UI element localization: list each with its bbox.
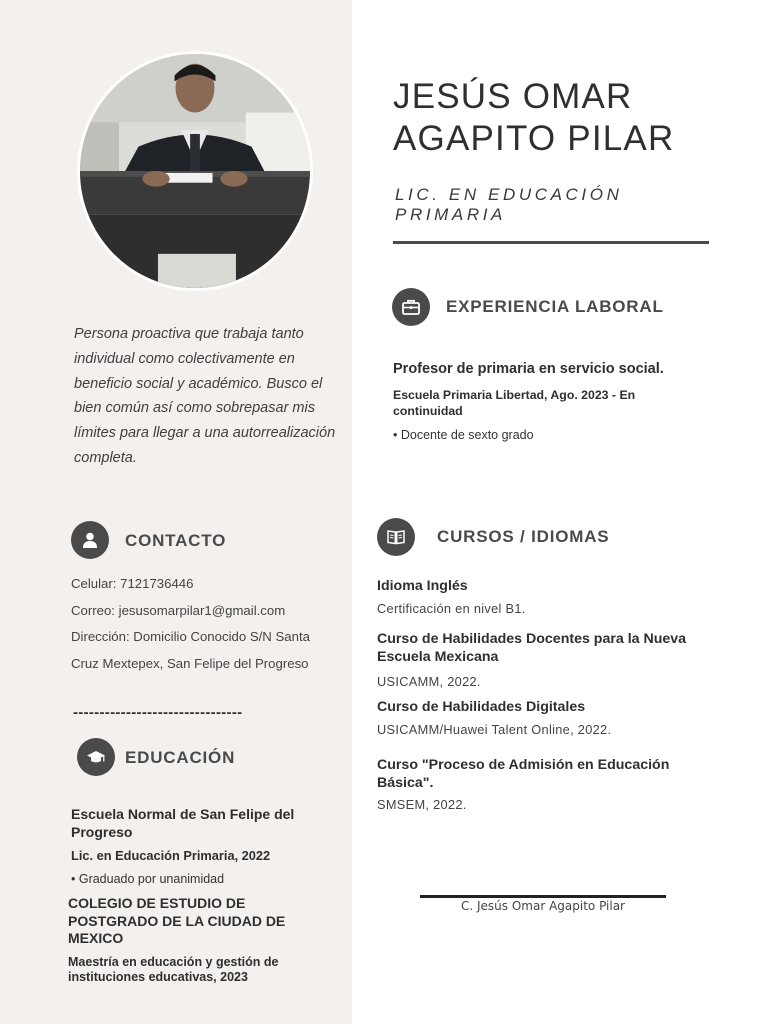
profile-photo-illustration: [80, 54, 310, 288]
course-detail-3: USICAMM/Huawei Talent Online, 2022.: [377, 722, 612, 737]
person-icon: [71, 521, 109, 559]
section-divider: --------------------------------: [73, 704, 243, 721]
profile-summary: Persona proactiva que trabaja tanto individual como colectivamente en beneficio social y académico. Busco el bien común así como sobrepasar mis límites para llegar a una autorrealización completa.: [74, 326, 336, 466]
contact-email: Correo: jesusomarpilar1@gmail.com: [71, 603, 286, 618]
experience-section-title: EXPERIENCIA LABORAL: [446, 297, 664, 316]
contact-address-line1: Dirección: Domicilio Conocido S/N Santa: [71, 629, 310, 644]
degree-line-1: LIC. EN EDUCACIÓN: [395, 185, 623, 204]
education-section-title: EDUCACIÓN: [125, 748, 236, 767]
signature-line: [420, 895, 666, 898]
degree-line-2: PRIMARIA: [395, 205, 506, 224]
education-note-1: • Graduado por unanimidad: [71, 872, 225, 886]
full-name: [393, 76, 674, 160]
course-title-1: Idioma Inglés: [377, 578, 468, 594]
name-line-1: JESÚS OMAR: [393, 77, 633, 116]
contact-address-line2: Cruz Mextepex, San Felipe del Progreso: [71, 656, 309, 671]
course-title-4: Curso "Proceso de Admisión en Educación Básica".: [377, 757, 670, 791]
profile-photo: [77, 51, 313, 291]
contact-phone: Celular: 7121736446: [71, 576, 194, 591]
education-degree-1: Lic. en Educación Primaria, 2022: [71, 848, 271, 863]
graduation-cap-icon: [77, 738, 115, 776]
name-line-2: AGAPITO PILAR: [393, 119, 675, 158]
job-degree-title: [395, 185, 622, 225]
course-title-2: Curso de Habilidades Docentes para la Nueva Escuela Mexicana: [377, 631, 687, 665]
course-detail-4: SMSEM, 2022.: [377, 797, 467, 812]
education-school-1: Escuela Normal de San Felipe del Progreso: [71, 806, 295, 840]
contact-section-title: CONTACTO: [125, 531, 227, 550]
course-detail-2: USICAMM, 2022.: [377, 674, 481, 689]
job-note: • Docente de sexto grado: [393, 428, 534, 442]
job-title: Profesor de primaria en servicio social.: [393, 361, 664, 377]
education-degree-2: Maestría en educación y gestión de instituciones educativas, 2023: [68, 955, 279, 984]
signature-name: C. Jesús Omar Agapito Pilar: [460, 899, 625, 913]
course-detail-1: Certificación en nivel B1.: [377, 601, 526, 616]
header-divider: [393, 241, 709, 244]
book-icon: [377, 518, 415, 556]
courses-section-title: CURSOS / IDIOMAS: [437, 527, 610, 546]
left-sidebar: [0, 0, 352, 1024]
job-place: Escuela Primaria Libertad, Ago. 2023 - En continuidad: [393, 388, 636, 418]
briefcase-icon: [392, 288, 430, 326]
education-school-2: COLEGIO DE ESTUDIO DE POSTGRADO DE LA CIUDAD DE MEXICO: [68, 895, 286, 946]
course-title-3: Curso de Habilidades Digitales: [377, 699, 586, 715]
